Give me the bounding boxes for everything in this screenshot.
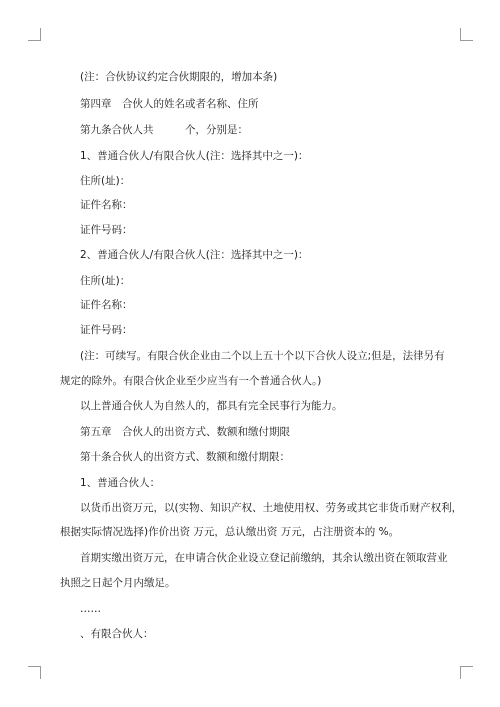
- chapter-4-heading: 第四章 合伙人的姓名或者名称、住所: [80, 98, 259, 110]
- partner-1-id-number-label: 证件号码：: [80, 224, 133, 236]
- partner-1-address-label: 住所(址)：: [80, 175, 131, 187]
- contribution-line-1: 以货币出资万元，以(实物、知识产权、土地使用权、劳务或其它非货币财产权利，: [80, 502, 463, 514]
- article-9-text: 第九条合伙人共 个，分别是：: [80, 124, 248, 136]
- partner-1-type: 1、普通合伙人/有限合伙人(注：选择其中之一)：: [80, 150, 309, 162]
- chapter-5-heading: 第五章 合伙人的出资方式、数额和缴付期限: [80, 426, 290, 438]
- corner-crop-mark-bottom-left: [28, 666, 41, 679]
- ellipsis: ……: [80, 603, 101, 615]
- corner-crop-mark-top-right: [460, 28, 473, 41]
- partner-2-address-label: 住所(址)：: [80, 275, 131, 287]
- corner-crop-mark-bottom-right: [460, 666, 473, 679]
- corner-crop-mark-top-left: [28, 28, 41, 41]
- partner-2-id-number-label: 证件号码：: [80, 324, 133, 336]
- article-10-text: 第十条合伙人的出资方式、数额和缴付期限：: [80, 451, 290, 463]
- note-continuation-line-1: (注：可续写。有限合伙企业由二个以上五十个以下合伙人设立;但是，法律另有: [80, 350, 445, 362]
- general-partner-label: 1、普通合伙人：: [80, 477, 161, 489]
- partner-2-id-type-label: 证件名称：: [80, 299, 133, 311]
- note-continuation-line-2: 规定的除外。有限合伙企业至少应当有一个普通合伙人。): [60, 375, 322, 387]
- first-payment-line-2: 执照之日起个月内缴足。: [60, 577, 176, 589]
- partner-1-id-type-label: 证件名称：: [80, 199, 133, 211]
- contribution-line-2: 根据实际情况选择)作价出资 万元，总认缴出资 万元，占注册资本的 %。: [60, 526, 400, 538]
- first-payment-line-1: 首期实缴出资万元，在申请合伙企业设立登记前缴纳，其余认缴出资在领取营业: [80, 552, 448, 564]
- note-partnership-term: (注：合伙协议约定合伙期限的，增加本条): [80, 71, 278, 83]
- partner-2-type: 2、普通合伙人/有限合伙人(注：选择其中之一)：: [80, 249, 309, 261]
- limited-partner-label: 、有限合伙人：: [80, 628, 154, 640]
- civil-capacity-statement: 以上普通合伙人为自然人的，都具有完全民事行为能力。: [80, 400, 343, 412]
